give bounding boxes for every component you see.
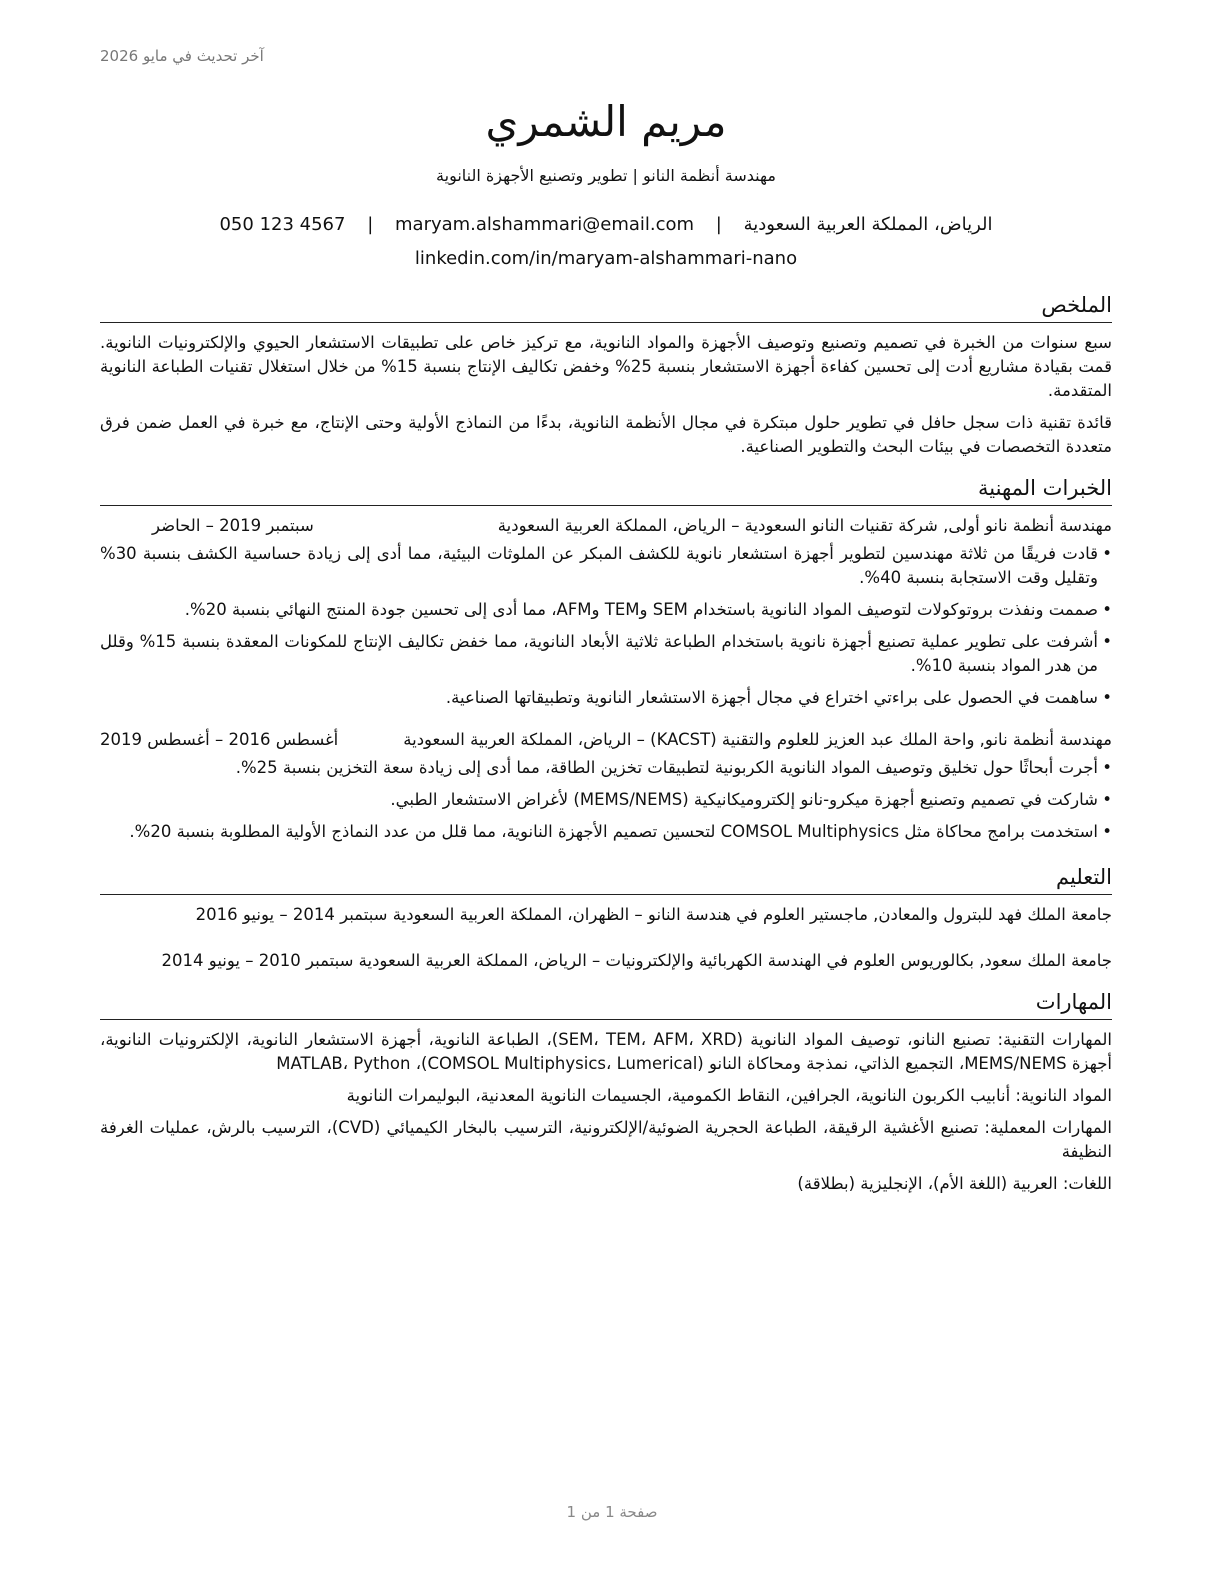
- candidate-title: مهندسة أنظمة النانو | تطوير وتصنيع الأجهزة النانوية: [436, 166, 776, 185]
- contact-email[interactable]: maryam.alshammari@email.com: [395, 214, 695, 235]
- job-dates: أغسطس 2016 – أغسطس 2019: [100, 730, 339, 749]
- summary-paragraph: قائدة تقنية ذات سجل حافل في تطوير حلول مبتكرة في مجال الأنظمة النانوية، بدءًا من النماذج الأولية وحتى الإنتاج، مع خبرة في العمل ضمن فرق متعددة التخصصات في بيئات البحث والتطوير الصناعية.: [100, 413, 1112, 456]
- contact-linkedin[interactable]: linkedin.com/in/maryam-alshammari-nano: [414, 248, 798, 269]
- bullet-icon: •: [1102, 632, 1112, 651]
- candidate-name: مريم الشمري: [485, 97, 727, 146]
- education-section: [100, 862, 1112, 973]
- job-header: [100, 728, 1112, 752]
- page-number: صفحة 1 من 1: [566, 1503, 658, 1521]
- education-item: جامعة الملك فهد للبترول والمعادن, ماجستير العلوم في هندسة النانو – الظهران، المملكة العربية السعودية سبتمبر 2014 – يونيو 2016: [195, 905, 1112, 924]
- bullet-item: • استخدمت برامج محاكاة مثل COMSOL Multiphysics لتحسين تصميم الأجهزة النانوية، مما قلل من عدد النماذج الأولية المطلوبة بنسبة 20%.: [100, 820, 1112, 844]
- bullet-icon: •: [1102, 544, 1112, 563]
- section-title-summary: الملخص: [100, 290, 1112, 323]
- section-title-skills: المهارات: [100, 987, 1112, 1020]
- skill-line: المهارات التقنية: تصنيع النانو، توصيف المواد النانوية (SEM، TEM، AFM، XRD)، الطباعة النانوية، أجهزة الاستشعار النانوية، الإلكترونيات النانوية، أجهزة MEMS/NEMS، التجميع الذاتي، نمذجة ومحاكاة النانو (COMSOL Multiphysics، Lumerical)، MATLAB، Python: [100, 1030, 1112, 1073]
- bullet-item: • شاركت في تصميم وتصنيع أجهزة ميكرو-نانو إلكتروميكانيكية (MEMS/NEMS) لأغراض الاستشعار الطبي.: [100, 788, 1112, 812]
- summary-section: [100, 290, 1112, 459]
- skill-line: المهارات المعملية: تصنيع الأغشية الرقيقة، الطباعة الحجرية الضوئية/الإلكترونية، الترسيب بالبخار الكيميائي (CVD)، الترسيب بالرش، عمليات الغرفة النظيفة: [100, 1118, 1112, 1161]
- bullet-item: • قادت فريقًا من ثلاثة مهندسين لتطوير أجهزة استشعار نانوية للكشف المبكر عن الملوثات البيئية، مما أدى إلى زيادة حساسية الكشف بنسبة 30% وتقليل وقت الاستجابة بنسبة 40%.: [100, 544, 1112, 587]
- last-updated-note: آخر تحديث في مايو 2026: [100, 47, 264, 65]
- contact-location: الرياض، المملكة العربية السعودية: [743, 214, 993, 235]
- bullet-item: • أشرفت على تطوير عملية تصنيع أجهزة نانوية باستخدام الطباعة ثلاثية الأبعاد النانوية، مما خفض تكاليف الإنتاج للمكونات المعقدة بنسبة 15% وقلل من هدر المواد بنسبة 10%.: [100, 632, 1112, 675]
- resume-content: [100, 92, 1112, 1204]
- bullet-item: • صممت ونفذت بروتوكولات لتوصيف المواد النانوية باستخدام SEM وTEM وAFM، مما أدى إلى تحسين جودة المنتج النهائي بنسبة 20%.: [100, 598, 1112, 622]
- job-entry: [100, 514, 1112, 710]
- job-heading: مهندسة أنظمة نانو أولى, شركة تقنيات النانو السعودية – الرياض، المملكة العربية السعودية: [497, 516, 1112, 535]
- bullet-icon: •: [1102, 758, 1112, 777]
- section-title-experience: الخبرات المهنية: [100, 473, 1112, 506]
- job-bullets: [100, 542, 1112, 710]
- skill-line: المواد النانوية: أنابيب الكربون النانوية، الجرافين، النقاط الكمومية، الجسيمات النانوية المعدنية، البوليمرات النانوية: [346, 1086, 1112, 1105]
- bullet-item: • ساهمت في الحصول على براءتي اختراع في مجال أجهزة الاستشعار النانوية وتطبيقاتها الصناعية.: [100, 686, 1112, 710]
- job-heading: مهندسة أنظمة نانو, واحة الملك عبد العزيز للعلوم والتقنية (KACST) – الرياض، المملكة العربية السعودية: [403, 730, 1112, 749]
- bullet-icon: •: [1102, 822, 1112, 841]
- contact-line-1: [100, 208, 1112, 242]
- education-item: جامعة الملك سعود, بكالوريوس العلوم في الهندسة الكهربائية والإلكترونيات – الرياض، المملكة العربية السعودية سبتمبر 2010 – يونيو 2014: [161, 951, 1112, 970]
- section-title-education: التعليم: [100, 862, 1112, 895]
- contact-phone: 050 123 4567: [219, 214, 346, 235]
- contact-separator: |: [367, 214, 374, 235]
- bullet-icon: •: [1102, 688, 1112, 707]
- bullet-item: • أجرت أبحاثًا حول تخليق وتوصيف المواد النانوية الكربونية لتطبيقات تخزين الطاقة، مما أدى إلى زيادة سعة التخزين بنسبة 25%.: [100, 756, 1112, 780]
- skills-section: [100, 987, 1112, 1196]
- job-header: [100, 514, 1112, 538]
- contact-separator: |: [715, 214, 722, 235]
- job-entry: [100, 728, 1112, 844]
- bullet-icon: •: [1102, 790, 1112, 809]
- job-bullets: [100, 756, 1112, 844]
- contact-line-2: [100, 242, 1112, 276]
- experience-section: [100, 473, 1112, 844]
- bullet-icon: •: [1102, 600, 1112, 619]
- contact-info: [100, 208, 1112, 276]
- summary-paragraph: سبع سنوات من الخبرة في تصميم وتصنيع وتوصيف الأجهزة والمواد النانوية، مع تركيز خاص على تطبيقات الاستشعار الحيوي والإلكترونيات النانوية. قمت بقيادة مشاريع أدت إلى تحسين كفاءة أجهزة الاستشعار بنسبة 25% وخفض تكاليف الإنتاج بنسبة 15% من خلال استغلال تقنيات الطباعة النانوية المتقدمة.: [100, 333, 1112, 400]
- job-dates: سبتمبر 2019 – الحاضر: [152, 516, 314, 535]
- skill-line: اللغات: العربية (اللغة الأم)، الإنجليزية (بطلاقة): [797, 1174, 1112, 1193]
